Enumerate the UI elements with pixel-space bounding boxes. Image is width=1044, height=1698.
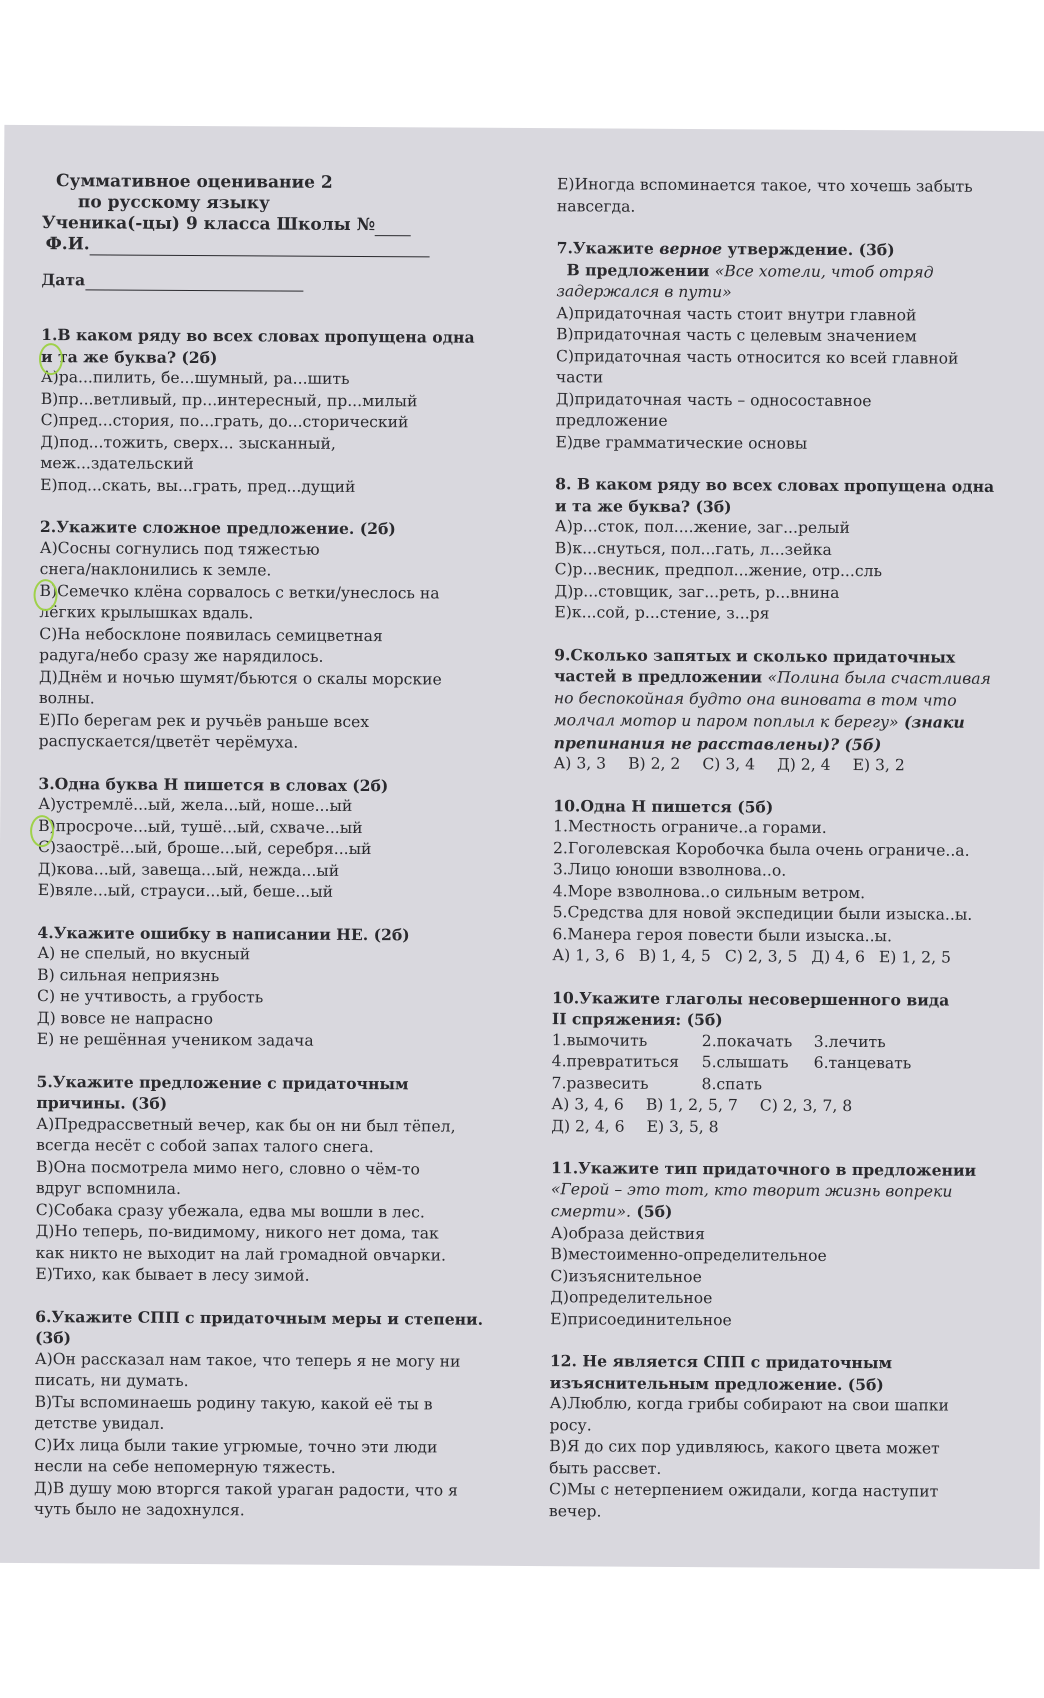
q9-title-2: частей в предложении «Полина была счастливая — [553, 666, 991, 688]
q11-title: 11.Укажите тип придаточного в предложении — [550, 1158, 977, 1180]
q6-option: детстве увидал. — [34, 1414, 165, 1433]
title-line-2: по русскому языку — [77, 192, 270, 214]
q6-title: (3б) — [34, 1328, 72, 1348]
q10a-answer: Е) 1, 2, 5 — [878, 948, 952, 967]
q5-option: как никто не выходит на лай громадной овчарки. — [35, 1243, 447, 1265]
q4-option: С) не учтивость, а грубость — [37, 987, 264, 1007]
fio-field[interactable] — [90, 238, 430, 257]
q9-answer: Е) 3, 2 — [852, 756, 905, 775]
q10b-title-2: II спряжения: (5б) — [551, 1009, 723, 1030]
q8-option: Е)к...сой, р...стение, з...ря — [554, 603, 770, 623]
q5-option: вдруг вспомнила. — [35, 1179, 182, 1198]
q5-option: Д)Но теперь, по-видимому, никого нет дома, так — [35, 1222, 439, 1243]
q6-option: А)Он рассказал нам такое, что теперь я не могу ни — [34, 1349, 461, 1371]
q5-option: всегда несёт с собой запах талого снега. — [36, 1136, 374, 1157]
q11-quote-2: смерти». (5б) — [550, 1201, 673, 1221]
q6-option: В)Ты вспоминаешь родину такую, какой её ты в — [34, 1392, 433, 1413]
q10b-verb: 6.танцевать — [813, 1053, 912, 1073]
answer-mark-q2 — [33, 579, 57, 611]
q12-title-1: 12. Не является СПП с придаточным — [549, 1351, 893, 1373]
question-q1 — [40, 324, 496, 499]
q8-title-2: и та же буква? (3б) — [555, 495, 732, 516]
q4-title: 4.Укажите ошибку в написании НЕ. (2б) — [37, 922, 410, 944]
q10a-items — [552, 816, 1023, 948]
q10b-verb: 1.вымочить — [551, 1030, 648, 1050]
q1-option: А)ра...пилить, бе...шумный, ра...шить — [40, 368, 350, 388]
q7-subtitle-2: задержался в пути» — [556, 282, 732, 302]
q10b-verb-row — [552, 1051, 1022, 1075]
q12-option: росу. — [549, 1415, 592, 1434]
q10a-answer: А) 1, 3, 6 — [552, 946, 625, 965]
q10a-answer: В) 1, 4, 5 — [638, 946, 711, 966]
q7-option: В)придаточная часть с целевым значением — [556, 325, 917, 346]
q10a-item: 5.Средства для новой экспедиции были изыска..ы. — [552, 903, 973, 924]
q7-title: 7.Укажите верное утверждение. (3б) — [556, 238, 895, 260]
q7-options — [555, 303, 1026, 456]
q5-option: С)Собака сразу убежала, едва мы вошли в лес. — [35, 1200, 425, 1221]
q2-option: Д)Днём и ночью шумят/бьются о скалы морские — [38, 667, 442, 689]
fio-line: Ф.И. — [42, 234, 497, 258]
q5-option: В)Она посмотрела мимо него, словно о чём-то — [35, 1157, 421, 1178]
q10a-item: 6.Манера героя повести были изыска..ы. — [552, 924, 893, 945]
q10b-verb: 8.спать — [701, 1074, 763, 1093]
q7-option: С)придаточная часть относится ко всей главной — [555, 346, 959, 368]
q10b-answers-row-1 — [551, 1094, 1021, 1118]
q9-title-1: 9.Сколько запятых и сколько придаточных — [554, 644, 956, 667]
q10a-item: 4.Море взволнова..о сильным ветром. — [552, 881, 866, 902]
q7-option: Е)две грамматические основы — [555, 432, 808, 453]
q6-option: С)Их лица были такие угрюмые, точно эти люди — [34, 1435, 438, 1456]
question-11 — [550, 1157, 1021, 1333]
answer-mark-q3 — [30, 815, 54, 847]
q10b-answer: А) 3, 4, 6 — [551, 1095, 624, 1114]
q2-option: лёгких крылышках вдаль. — [39, 603, 254, 623]
title-line-1: Суммативное оценивание 2 — [55, 171, 333, 193]
q6-option: писать, ни думать. — [34, 1371, 189, 1390]
question-7 — [555, 237, 1026, 456]
q10b-verb: 3.лечить — [813, 1032, 886, 1051]
q3-option: В)просроче...ый, тушё...ый, схваче...ый — [38, 816, 363, 837]
student-line: Ученика(-цы) 9 класса Школы № — [42, 213, 497, 237]
q10b-answers-row-2 — [551, 1116, 1021, 1140]
q10b-answer: Д) 2, 4, 6 — [551, 1116, 625, 1136]
q9-quote-2: но беспокойная будто она виновата в том что — [553, 688, 957, 710]
q12-option: А)Люблю, когда грибы собирают на свои шапки — [549, 1394, 949, 1415]
left-questions — [34, 324, 496, 1523]
q12-options — [549, 1393, 1020, 1525]
q12-option: вечер. — [548, 1501, 602, 1520]
q9-tail: препинания не расставлены)? (5б) — [553, 732, 882, 754]
q2-option: А)Сосны согнулись под тяжестью — [39, 538, 320, 559]
q10b-verb: 5.слышать — [701, 1053, 789, 1072]
sheet-header — [41, 171, 497, 293]
q11-option: Д)определительное — [550, 1288, 713, 1308]
question-q2 — [39, 516, 495, 755]
q6-option: чуть было не задохнулся. — [33, 1500, 245, 1520]
q6-option: несли на себе непомерную тяжесть. — [34, 1457, 336, 1477]
q5-option: А)Предрассветный вечер, как бы он ни был тёпел, — [36, 1114, 456, 1136]
q7-option: Д)придаточная часть – односоставное — [555, 389, 872, 410]
q8-option: Д)р...стовщик, заг...реть, р...внина — [554, 581, 840, 602]
question-q4 — [37, 922, 493, 1054]
q10a-answer: Д) 4, 6 — [811, 947, 865, 967]
q10a-title: 10.Одна Н пишется (5б) — [553, 795, 774, 817]
q11-option: А)образа действия — [550, 1223, 706, 1243]
q5-title: причины. (3б) — [36, 1093, 168, 1113]
q8-option: С)р...весник, предпол...жение, отр...сль — [554, 560, 883, 581]
question-q6 — [34, 1306, 490, 1524]
q4-option: А) не спелый, но вкусный — [37, 944, 251, 964]
q5-option: Е)Тихо, как бывает в лесу зимой. — [35, 1265, 310, 1285]
q9-answer: А) 3, 3 — [553, 754, 607, 773]
q4-option: В) сильная неприязнь — [37, 965, 220, 985]
q9-answers — [553, 753, 1023, 777]
q10b-answer: С) 2, 3, 7, 8 — [759, 1096, 853, 1116]
q1-title: 1.В каком ряду во всех словах пропущена одна — [41, 325, 475, 347]
q9-answer: С) 3, 4 — [702, 755, 756, 774]
q2-option: С)На небосклоне появилась семицветная — [39, 624, 383, 645]
question-q3 — [38, 773, 494, 905]
q6-title: 6.Укажите СПП с придаточным меры и степени. — [35, 1306, 484, 1329]
q7-subtitle: В предложении «Все хотели, чтоб отряд — [566, 259, 934, 282]
question-q5 — [35, 1071, 491, 1289]
q10b-verb: 4.превратиться — [551, 1052, 679, 1071]
question-10b — [551, 987, 1022, 1140]
q9-answer: В) 2, 2 — [628, 754, 681, 773]
q1-option: меж...здательский — [40, 454, 194, 473]
q1-option: С)пред...стория, по...грать, до...сторический — [40, 411, 409, 432]
q1-option: В)пр...ветливый, пр...интересный, пр...милый — [40, 389, 418, 410]
q1-option: Е)под...скать, вы...грать, пред...дущий — [40, 475, 356, 496]
q10b-answer: Е) 3, 5, 8 — [646, 1117, 719, 1136]
left-column — [34, 171, 497, 1543]
q3-option: А)устремлё...ый, жела...ый, ноше...ый — [38, 795, 353, 815]
q1-option: Д)под...тожить, сверх... зысканный, — [40, 432, 336, 453]
q5-title: 5.Укажите предложение с придаточным — [36, 1071, 409, 1093]
q11-option: С)изъяснительное — [550, 1266, 702, 1286]
q6-option: Д)В душу мою вторгся такой ураган радости, что я — [34, 1478, 458, 1500]
question-9 — [553, 644, 1024, 778]
q12-option: быть рассвет. — [549, 1458, 662, 1478]
q2-title: 2.Укажите сложное предложение. (2б) — [39, 517, 396, 539]
q2-option: распускается/цветёт черёмуха. — [38, 732, 299, 752]
q4-option: Д) вовсе не напрасно — [36, 1008, 214, 1028]
date-field[interactable] — [85, 273, 303, 291]
q10b-verbs — [551, 1030, 1021, 1097]
q7-option: А)придаточная часть стоит внутри главной — [556, 303, 917, 324]
exam-sheet — [0, 125, 1044, 1569]
school-number-field[interactable] — [375, 219, 411, 236]
q2-option: волны. — [38, 689, 95, 708]
q7-option: части — [555, 368, 604, 387]
q7-option: предложение — [555, 411, 668, 430]
q10b-verb: 7.развесить — [551, 1073, 649, 1093]
q8-options — [554, 516, 1025, 626]
q10a-item: 2.Гоголевская Коробочка была очень ограниче..а. — [552, 838, 970, 860]
q12-option: В)Я до сих пор удивляюсь, какого цвета может — [549, 1437, 940, 1458]
q12-option: С)Мы с нетерпением ожидали, когда наступит — [549, 1480, 939, 1501]
q8-title-1: 8. В каком ряду во всех словах пропущена одна — [555, 474, 995, 496]
question-12 — [549, 1350, 1020, 1525]
q10b-title-1: 10.Укажите глаголы несовершенного вида — [552, 987, 950, 1010]
q11-quote-1: «Герой – это тот, кто творит жизнь вопреки — [550, 1179, 953, 1201]
q10a-item: 1.Местность ограниче..а горами. — [553, 817, 827, 837]
right-column — [549, 174, 1027, 1545]
q9-quote-3: молчал мотор и паром поплыл к берегу» (знаки — [553, 711, 965, 732]
q10b-verb — [813, 1074, 943, 1096]
q2-option: радуга/небо сразу же нарядилось. — [39, 646, 324, 666]
question-10a — [552, 795, 1023, 970]
q3-option: Д)кова...ый, завеща...ый, нежда...ый — [37, 859, 340, 880]
q9-answer: Д) 2, 4 — [777, 755, 831, 774]
q11-options — [550, 1223, 1021, 1333]
q2-option: снега/наклонились к земле. — [39, 560, 272, 580]
q1-title: и та же буква? (2б) — [40, 346, 218, 367]
q10b-verb-row — [552, 1030, 1022, 1054]
q10a-answer: С) 2, 3, 5 — [724, 947, 798, 966]
q8-option: А)р...сток, пол....жение, заг...релый — [554, 517, 850, 537]
q2-option: Е)По берегам рек и ручьёв раньше всех — [38, 710, 370, 731]
q6-option-e-line-1: Е)Иногда вспоминается такое, что хочешь забыть — [556, 175, 973, 196]
q10b-answer: В) 1, 2, 5, 7 — [645, 1095, 738, 1115]
q3-option: Е)вяле...ый, страуси...ый, беше...ый — [37, 881, 334, 901]
q6-continuation — [557, 174, 1027, 220]
q4-option: Е) не решённая учеником задача — [36, 1030, 314, 1050]
answer-mark-q1 — [39, 343, 63, 375]
q10a-answers — [552, 945, 1022, 969]
date-line: Дата — [41, 269, 496, 293]
q10a-item: 3.Лицо юноши взволнова..о. — [552, 860, 787, 880]
q11-option: В)местоименно-определительное — [550, 1245, 827, 1265]
q10b-verb-row — [551, 1073, 1021, 1097]
q11-option: Е)присоединительное — [550, 1309, 732, 1329]
q3-title: 3.Одна буква Н пишется в словах (2б) — [38, 773, 389, 795]
question-8 — [554, 473, 1025, 626]
q3-option: С)заострё...ый, броше...ый, серебря...ый — [37, 838, 372, 859]
q8-option: В)к...снуться, пол...гать, л...зейка — [554, 538, 832, 559]
q2-option: В)Семечко клёна сорвалось с ветки/унеслось на — [39, 581, 440, 602]
q6-option-e-line-2: навсегда. — [556, 196, 636, 216]
q10b-verb: 2.покачать — [701, 1031, 793, 1051]
q12-title-2: изъяснительным предложение. (5б) — [549, 1372, 884, 1394]
